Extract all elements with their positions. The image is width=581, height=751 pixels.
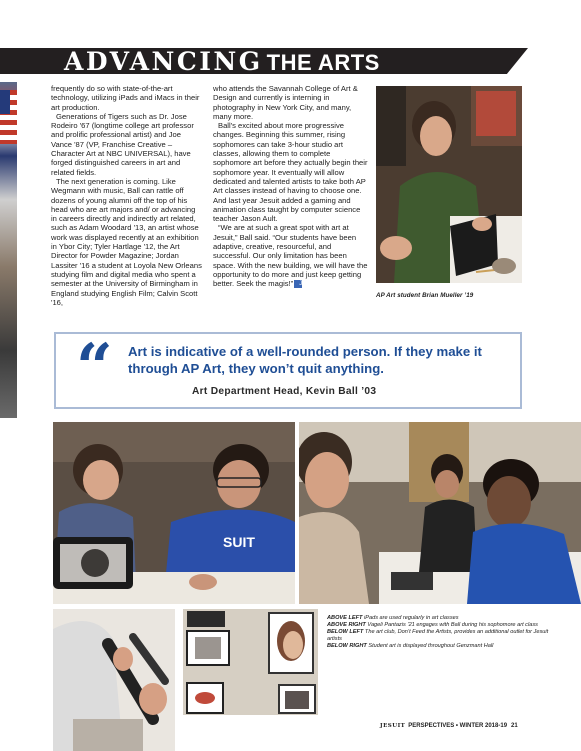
caption-above-right <box>327 622 562 629</box>
section-banner <box>0 48 581 74</box>
paragraph: The next generation is coming. Like Wegmann with music, Ball can rattle off dozens of young alumni off the top of his head who are art majors and/ or advancing in careers directly and indirectly art related, such as Adam Woodard '13, an artist whose work was displayed recently at an exhibition in Ybor City; Tyler Hartlage '12, the Art Director for Powder Magazine; Jordan Lassiter '16 a student at Loyola New Orleans studying film and digital media who spent a semester at the University of Birmingham in England studying English Film; Calvin Scott '16, <box>51 176 202 307</box>
svg-text:SUIT: SUIT <box>223 534 255 550</box>
photo-student-drawing <box>376 86 522 283</box>
paragraph: who attends the Savannah College of Art & Design and currently is interning in photography in New York City, and many, many more. <box>213 84 358 121</box>
photo-caption: AP Art student Brian Mueller ’19 <box>376 292 474 299</box>
paragraph <box>213 223 369 288</box>
photo-ipad-class <box>53 422 295 604</box>
paragraph: Ball's excited about more progressive changes. Beginning this summer, rising sophomores can take 3-hour studio art classes, allowing them to complete sophomore art before they actually begin their sophomore year. It eventually will allow dedicated and talented artists to take both AP Art classes instead of having to choose one. And last year Jesuit added a gaming and animation class taught by computer science teacher Jason Ault. <box>213 121 368 224</box>
photo-student-art-display <box>183 609 318 715</box>
page-number: 21 <box>511 723 518 729</box>
pull-quote <box>54 332 522 409</box>
photo-captions <box>327 615 562 650</box>
caption-label: ABOVE RIGHT <box>327 622 366 628</box>
flag-canton <box>0 90 10 114</box>
caption-label: ABOVE LEFT <box>327 615 363 621</box>
banner-word-advancing: ADVANCING <box>64 47 263 76</box>
caption-text: Vageli Pantazis ’21 engages with Ball during his sophomore art class <box>367 622 538 628</box>
section-title <box>64 48 380 74</box>
body-column-1 <box>51 84 203 307</box>
photo-sophomore-art-class <box>299 422 581 604</box>
caption-text: The art club, Don’t Feed the Artists, provides an additional outlet for Jesuit artists <box>327 629 549 642</box>
page-footer <box>380 723 518 729</box>
folio-brand: JESUIT <box>380 723 406 729</box>
quote-text: Art is indicative of a well-rounded person. If they make it through AP Art, they won’t quit anything. <box>128 344 482 376</box>
end-mark-icon: JS <box>294 280 302 288</box>
banner-word-the-arts: THE ARTS <box>266 50 380 75</box>
left-edge-photo <box>0 82 17 418</box>
quote-mark-icon: “ <box>76 330 113 405</box>
caption-label: BELOW RIGHT <box>327 643 367 649</box>
quote-attribution: Art Department Head, Kevin Ball ’03 <box>192 386 377 397</box>
caption-text: iPads are used regularly in art classes <box>364 615 459 621</box>
caption-below-left <box>327 629 562 643</box>
paragraph: Generations of Tigers such as Dr. Jose Rodeiro '67 (longtime college art professor and prolific professional artist) and Joe Vance '87 (VP, Franchise Creative – Character Art at NBC UNIVERSAL), have forged distinguished careers in art and related fields. <box>51 111 194 177</box>
caption-text: Student art is displayed throughout Genzmant Hall <box>368 643 494 649</box>
folio-magazine: PERSPECTIVES • WINTER 2018-19 <box>408 723 508 729</box>
caption-below-right <box>327 643 562 650</box>
paragraph-text: “We are at such a great spot with art at Jesuit,” Ball said. “Our students have been adaptive, creative, resourceful, and successful. Our only limitation has been space. With the new building, we will have the opportunity to do more and just keep getting better. Seek the magis!” <box>213 223 368 289</box>
body-column-2 <box>213 84 369 289</box>
caption-label: BELOW LEFT <box>327 629 364 635</box>
paragraph: frequently do so with state-of-the-art technology, utilizing iPads and iMacs in their art production. <box>51 84 200 112</box>
caption-above-left <box>327 615 562 622</box>
photo-art-club <box>53 609 175 751</box>
